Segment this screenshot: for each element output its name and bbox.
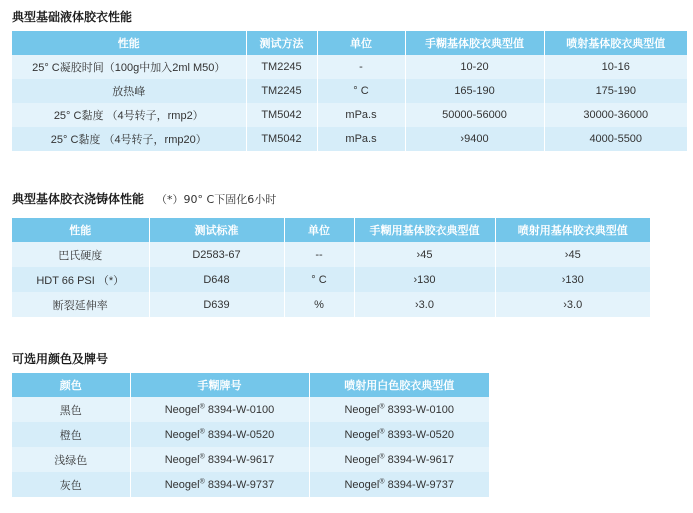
- col-header: 测试方法: [246, 31, 317, 55]
- table-cell: 25° C黏度 （4号转子，rmp2）: [12, 103, 246, 127]
- table-row: [12, 103, 687, 127]
- table-cell: ° C: [317, 79, 405, 103]
- table-cell: 断裂延伸率: [12, 292, 149, 317]
- cast-properties-table: [12, 218, 650, 317]
- table-cell: D2583-67: [149, 242, 284, 267]
- brand: Neogel: [164, 403, 200, 416]
- col-header: 喷射基体胶衣典型值: [544, 31, 687, 55]
- table-row: [12, 422, 489, 447]
- col-header: 性能: [12, 218, 149, 242]
- spray-grade: [309, 422, 489, 447]
- section2-note: （*）90° C下固化6小时: [156, 193, 277, 206]
- table-row: [12, 79, 687, 103]
- registered-mark: ®: [379, 402, 385, 410]
- table-cell: ›3.0: [495, 292, 650, 317]
- table-cell: ›130: [495, 267, 650, 292]
- table-row: [12, 292, 650, 317]
- registered-mark: ®: [199, 452, 205, 460]
- section3-title: 可选用颜色及牌号: [12, 352, 109, 366]
- registered-mark: ®: [199, 477, 205, 485]
- color-name: 橙色: [12, 422, 130, 447]
- col-header: 手糊用基体胶衣典型值: [354, 218, 495, 242]
- table-header-row: [12, 218, 650, 242]
- table-cell: ›45: [354, 242, 495, 267]
- table-cell: ›3.0: [354, 292, 495, 317]
- table-cell: ›130: [354, 267, 495, 292]
- table-cell: 巴氏硬度: [12, 242, 149, 267]
- table-cell: mPa.s: [317, 127, 405, 151]
- col-header: 单位: [284, 218, 354, 242]
- hand-lay-grade: [130, 422, 309, 447]
- spray-grade: [309, 472, 489, 497]
- table-row: [12, 127, 687, 151]
- liquid-properties-table: [12, 31, 687, 151]
- col-header: 手糊基体胶衣典型值: [405, 31, 544, 55]
- hand-lay-grade: [130, 397, 309, 422]
- spray-grade: [309, 397, 489, 422]
- brand: Neogel: [344, 453, 380, 466]
- grade-code: 8393-W-0100: [387, 403, 455, 416]
- table-cell: mPa.s: [317, 103, 405, 127]
- table-cell: TM5042: [246, 127, 317, 151]
- grade-code: 8394-W-9617: [387, 453, 455, 466]
- table-cell: TM2245: [246, 55, 317, 79]
- brand: Neogel: [344, 428, 380, 441]
- grade-code: 8394-W-9737: [207, 478, 275, 491]
- registered-mark: ®: [199, 427, 205, 435]
- table-cell: HDT 66 PSI （*）: [12, 267, 149, 292]
- table-cell: --: [284, 242, 354, 267]
- col-header: 喷射用白色胶衣典型值: [309, 373, 489, 397]
- table-cell: D648: [149, 267, 284, 292]
- brand: Neogel: [164, 478, 200, 491]
- registered-mark: ®: [379, 427, 385, 435]
- table-cell: 165-190: [405, 79, 544, 103]
- table-cell: 10-20: [405, 55, 544, 79]
- color-grades-table: [12, 373, 489, 497]
- grade-code: 8394-W-9617: [207, 453, 275, 466]
- registered-mark: ®: [379, 452, 385, 460]
- table-row: [12, 397, 489, 422]
- table-cell: 175-190: [544, 79, 687, 103]
- table-cell: -: [317, 55, 405, 79]
- table-cell: ›45: [495, 242, 650, 267]
- table-cell: 30000-36000: [544, 103, 687, 127]
- table-cell: TM5042: [246, 103, 317, 127]
- table-cell: 25° C凝胶时间（100g中加入2ml M50）: [12, 55, 246, 79]
- col-header: 测试标准: [149, 218, 284, 242]
- col-header: 颜色: [12, 373, 130, 397]
- table-cell: 4000-5500: [544, 127, 687, 151]
- table-cell: 10-16: [544, 55, 687, 79]
- table-cell: ° C: [284, 267, 354, 292]
- col-header: 手糊牌号: [130, 373, 309, 397]
- section2-title: [12, 190, 276, 207]
- color-name: 浅绿色: [12, 447, 130, 472]
- grade-code: 8393-W-0520: [387, 428, 455, 441]
- registered-mark: ®: [379, 477, 385, 485]
- table-cell: TM2245: [246, 79, 317, 103]
- table-row: [12, 242, 650, 267]
- table-row: [12, 267, 650, 292]
- table-header-row: [12, 31, 687, 55]
- table-cell: 50000-56000: [405, 103, 544, 127]
- col-header: 性能: [12, 31, 246, 55]
- grade-code: 8394-W-0100: [207, 403, 275, 416]
- table-cell: D639: [149, 292, 284, 317]
- brand: Neogel: [344, 403, 380, 416]
- table-cell: 25° C黏度 （4号转子，rmp20）: [12, 127, 246, 151]
- table-row: [12, 472, 489, 497]
- color-name: 灰色: [12, 472, 130, 497]
- color-name: 黑色: [12, 397, 130, 422]
- table-cell: ›9400: [405, 127, 544, 151]
- hand-lay-grade: [130, 472, 309, 497]
- table-cell: 放热峰: [12, 79, 246, 103]
- col-header: 单位: [317, 31, 405, 55]
- brand: Neogel: [344, 478, 380, 491]
- hand-lay-grade: [130, 447, 309, 472]
- section2-title-text: 典型基体胶衣浇铸体性能: [12, 192, 145, 206]
- table-cell: %: [284, 292, 354, 317]
- col-header: 喷射用基体胶衣典型值: [495, 218, 650, 242]
- table-row: [12, 55, 687, 79]
- table-header-row: [12, 373, 489, 397]
- table-row: [12, 447, 489, 472]
- section1-title: 典型基础液体胶衣性能: [12, 10, 133, 24]
- brand: Neogel: [164, 428, 200, 441]
- registered-mark: ®: [199, 402, 205, 410]
- grade-code: 8394-W-0520: [207, 428, 275, 441]
- grade-code: 8394-W-9737: [387, 478, 455, 491]
- brand: Neogel: [164, 453, 200, 466]
- spray-grade: [309, 447, 489, 472]
